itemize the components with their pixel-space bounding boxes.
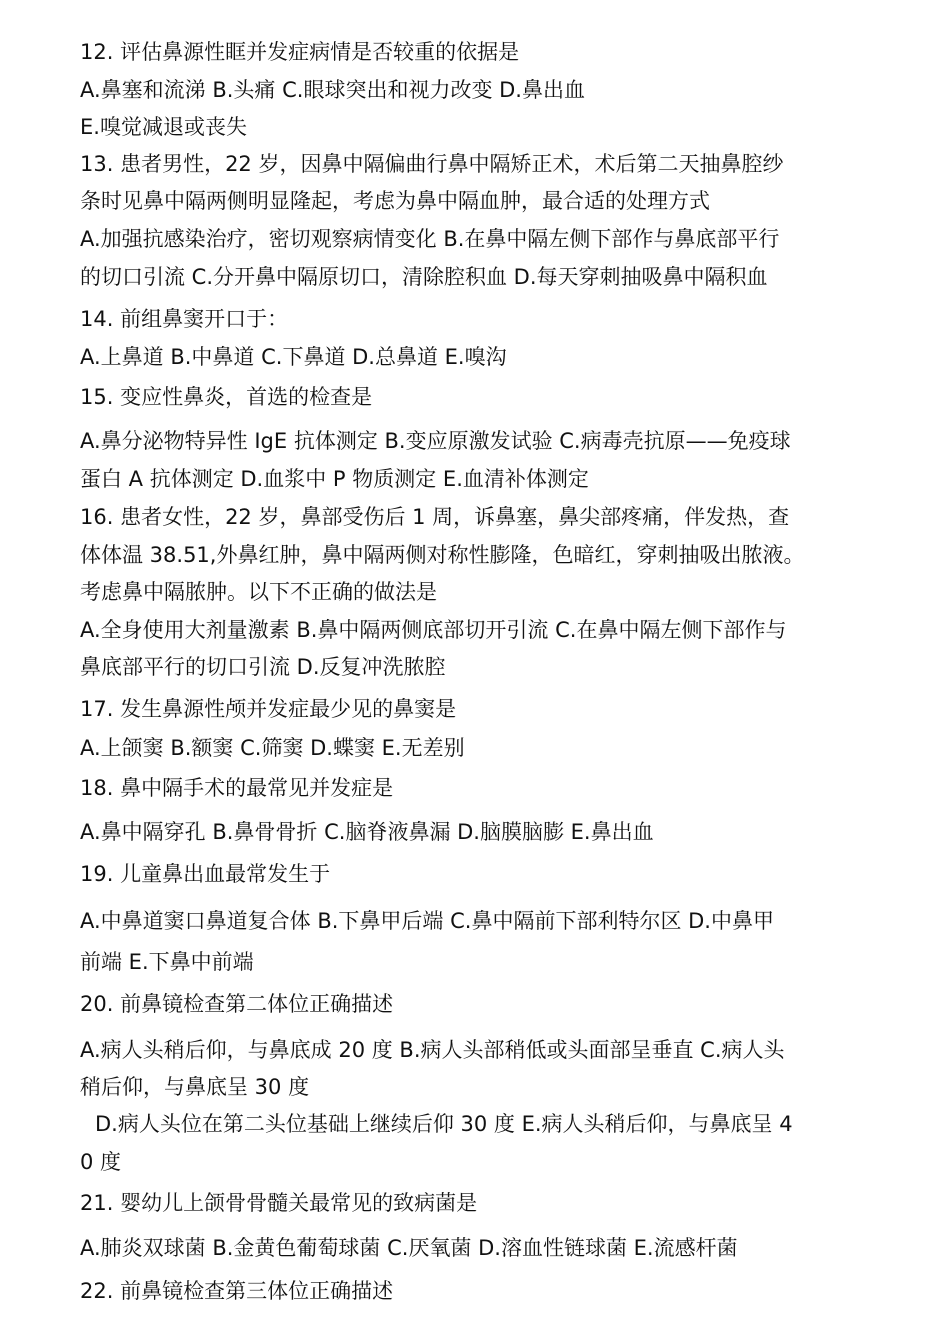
question-16-options: A.全身使用大剂量激素 B.鼻中隔两侧底部切开引流 C.在鼻中隔左侧下部作与	[80, 618, 787, 642]
question-20-options: 0 度	[80, 1150, 122, 1174]
question-13-stem: 13. 患者男性，22 岁，因鼻中隔偏曲行鼻中隔矫正术，术后第二天抽鼻腔纱	[80, 152, 784, 176]
question-16-options: 鼻底部平行的切口引流 D.反复冲洗脓腔	[80, 655, 446, 679]
question-15-options: 蛋白 A 抗体测定 D.血浆中 P 物质测定 E.血清补体测定	[80, 467, 589, 491]
question-20-options: D.病人头位在第二头位基础上继续后仰 30 度 E.病人头稍后仰，与鼻底呈 4	[95, 1112, 793, 1136]
question-13-stem: 条时见鼻中隔两侧明显隆起，考虑为鼻中隔血肿，最合适的处理方式	[80, 189, 710, 213]
question-20-stem: 20. 前鼻镜检查第二体位正确描述	[80, 992, 394, 1016]
question-17-options: A.上颌窦 B.额窦 C.筛窦 D.蝶窦 E.无差别	[80, 736, 465, 760]
question-22-stem: 22. 前鼻镜检查第三体位正确描述	[80, 1279, 394, 1303]
question-12-options: E.嗅觉减退或丧失	[80, 115, 247, 139]
question-12-options: A.鼻塞和流涕 B.头痛 C.眼球突出和视力改变 D.鼻出血	[80, 78, 585, 102]
question-21-options: A.肺炎双球菌 B.金黄色葡萄球菌 C.厌氧菌 D.溶血性链球菌 E.流感杆菌	[80, 1236, 738, 1260]
question-15-stem: 15. 变应性鼻炎，首选的检查是	[80, 385, 373, 409]
question-20-options: A.病人头稍后仰，与鼻底成 20 度 B.病人头部稍低或头面部呈垂直 C.病人头	[80, 1038, 785, 1062]
question-18-stem: 18. 鼻中隔手术的最常见并发症是	[80, 776, 394, 800]
question-18-options: A.鼻中隔穿孔 B.鼻骨骨折 C.脑脊液鼻漏 D.脑膜脑膨 E.鼻出血	[80, 820, 654, 844]
question-16-stem: 考虑鼻中隔脓肿。以下不正确的做法是	[80, 580, 437, 604]
question-20-options: 稍后仰，与鼻底呈 30 度	[80, 1075, 310, 1099]
question-14-stem: 14. 前组鼻窦开口于：	[80, 307, 289, 331]
question-19-options: 前端 E.下鼻中前端	[80, 950, 254, 974]
question-19-options: A.中鼻道窦口鼻道复合体 B.下鼻甲后端 C.鼻中隔前下部利特尔区 D.中鼻甲	[80, 909, 774, 933]
question-12-stem: 12. 评估鼻源性眶并发症病情是否较重的依据是	[80, 40, 520, 64]
question-19-stem: 19. 儿童鼻出血最常发生于	[80, 862, 331, 886]
question-14-options: A.上鼻道 B.中鼻道 C.下鼻道 D.总鼻道 E.嗅沟	[80, 345, 507, 369]
question-21-stem: 21. 婴幼儿上颌骨骨髓关最常见的致病菌是	[80, 1191, 478, 1215]
question-17-stem: 17. 发生鼻源性颅并发症最少见的鼻窦是	[80, 697, 457, 721]
question-16-stem: 16. 患者女性，22 岁，鼻部受伤后 1 周，诉鼻塞，鼻尖部疼痛，伴发热，查	[80, 505, 790, 529]
question-15-options: A.鼻分泌物特异性 IgE 抗体测定 B.变应原激发试验 C.病毒壳抗原——免疫球	[80, 429, 791, 453]
question-13-options: A.加强抗感染治疗，密切观察病情变化 B.在鼻中隔左侧下部作与鼻底部平行	[80, 227, 780, 251]
question-16-stem: 体体温 38.51,外鼻红肿，鼻中隔两侧对称性膨隆，色暗红，穿刺抽吸出脓液。	[80, 543, 805, 567]
question-13-options: 的切口引流 C.分开鼻中隔原切口，清除腔积血 D.每天穿刺抽吸鼻中隔积血	[80, 265, 768, 289]
